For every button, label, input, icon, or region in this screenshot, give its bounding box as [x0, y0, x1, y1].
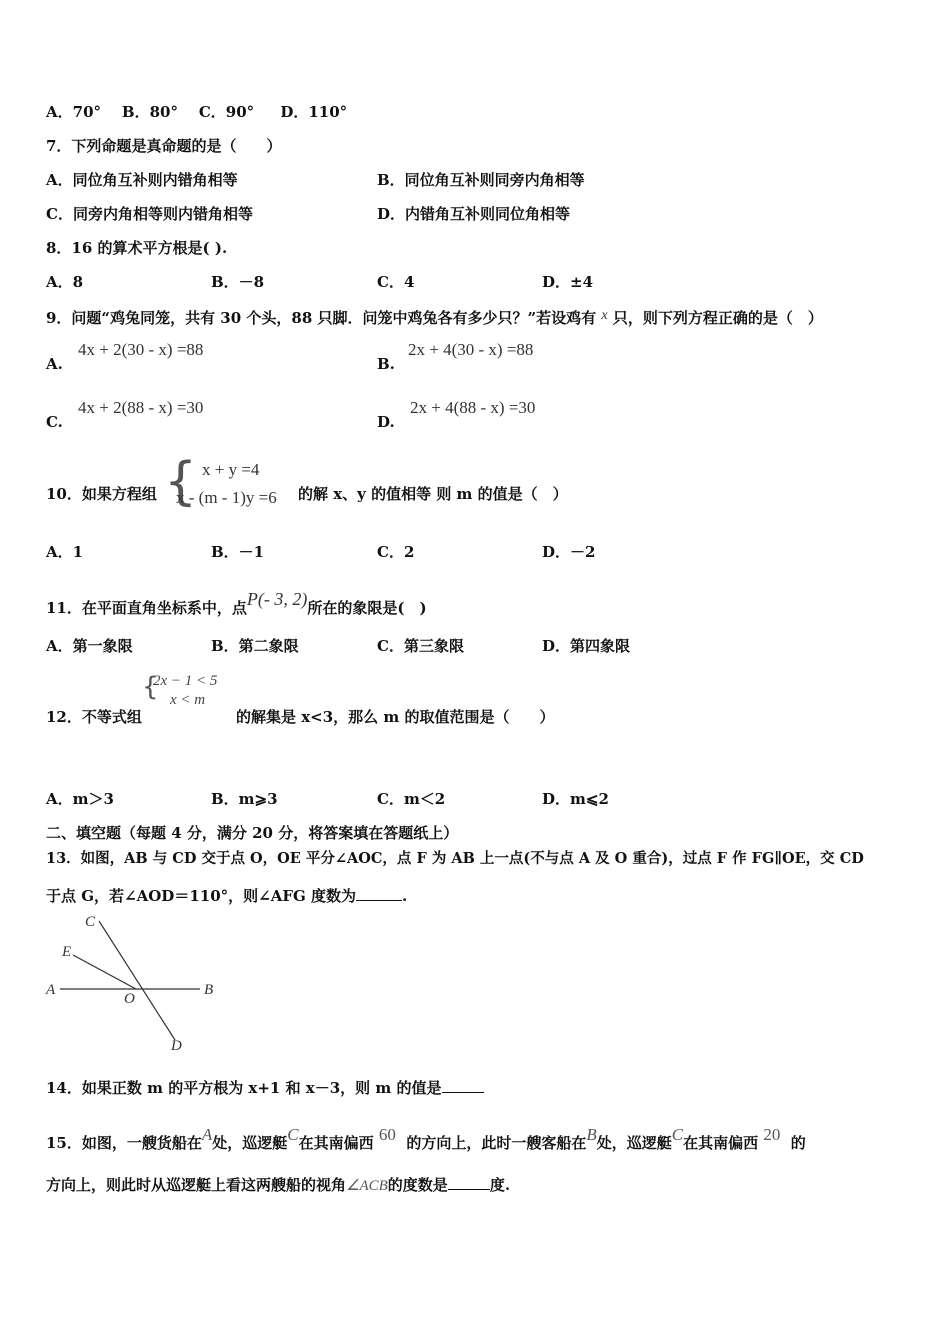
q15-text-4: 的方向上，此时一艘客船在 [406, 1134, 587, 1152]
q13-line2-text: 于点 G，若∠AOD＝110°，则∠AFG 度数为 [46, 887, 357, 905]
q11-option-c: C．第三象限 [377, 637, 464, 655]
q12-inequality-2: x < m [170, 692, 206, 708]
q15-text-5: 处，巡逻艇 [596, 1134, 672, 1152]
label-e: E [62, 944, 72, 960]
q9-stem-part2: 只，则下列方程正确的是（ ） [612, 309, 823, 327]
q15-degree-20: 20 [763, 1125, 781, 1144]
q10-equation-2: x - (m - 1)y =6 [176, 488, 277, 507]
q11-stem-part2: 所在的象限是( ) [307, 599, 427, 617]
q15-line2-text-1: 方向上，则此时从巡逻艇上看这两艘船的视角 [46, 1176, 347, 1194]
q9-label-d: D. [377, 413, 395, 431]
q8-option-c: C．4 [377, 273, 415, 291]
q15-text-1: 15．如图，一艘货船在 [46, 1134, 202, 1152]
q7-option-b: B．同位角互补则同旁内角相等 [377, 171, 585, 189]
q12-option-c: C．m＜2 [377, 790, 446, 808]
q9-label-a: A. [46, 355, 63, 373]
line-cd [99, 921, 175, 1040]
q9-variable: x [601, 308, 608, 323]
q8-stem: 8．16 的算术平方根是( ). [46, 239, 228, 257]
q15-text-2: 处，巡逻艇 [212, 1134, 288, 1152]
q6-option-b: B．80° [121, 103, 178, 121]
q12-stem-part1: 12．不等式组 [46, 708, 142, 726]
q15-text-6: 在其南偏西 [683, 1134, 759, 1152]
q15-line2-text-2: 的度数是 [387, 1176, 448, 1194]
q6-option-d: D．110° [280, 103, 348, 121]
q11-stem [46, 589, 427, 618]
q15-text-3: 在其南偏西 [298, 1134, 374, 1152]
q14 [46, 1078, 484, 1098]
q9-label-c: C. [46, 413, 63, 431]
q6-option-c: C．90° [198, 103, 255, 121]
q7-stem: 7．下列命题是真命题的是（ ） [46, 137, 282, 155]
q10-stem-part1: 10．如果方程组 [46, 485, 157, 503]
q11-option-b: B．第二象限 [211, 637, 299, 655]
q12-option-b: B．m⩾3 [211, 790, 278, 808]
q10-option-c: C．2 [377, 543, 415, 561]
q15-point-a: A [201, 1125, 213, 1144]
q11-stem-part1: 11．在平面直角坐标系中，点 [46, 599, 247, 617]
q15-point-c1: C [287, 1125, 299, 1144]
q14-answer-blank [442, 1078, 484, 1093]
label-o: O [124, 991, 135, 1007]
q9-stem-part1: 9．问题“鸡兔同笼，共有 30 个头，88 只脚．问笼中鸡兔各有多少只？”若设鸡有 [46, 309, 597, 327]
q9-equation-c: 4x + 2(88 - x) =30 [78, 398, 204, 417]
q9-stem [46, 306, 823, 328]
q9-label-b: B. [377, 355, 395, 373]
q7-option-d: D．内错角互补则同位角相等 [377, 205, 571, 223]
q12-inequality-1: 2x − 1 < 5 [153, 673, 218, 689]
q12-option-d: D．m⩽2 [542, 790, 609, 808]
q10-equation-1: x + y =4 [202, 460, 260, 479]
q15-text-7: 的 [790, 1134, 806, 1152]
q11-point: P(- 3, 2) [246, 589, 308, 609]
q15-line2 [46, 1175, 510, 1196]
q10-system-brace: { [164, 452, 198, 512]
q9-equation-d: 2x + 4(88 - x) =30 [410, 398, 536, 417]
q13-answer-blank [356, 886, 402, 901]
q14-text: 14．如果正数 m 的平方根为 x+1 和 x－3，则 m 的值是 [46, 1079, 442, 1097]
q7-option-c: C．同旁内角相等则内错角相等 [46, 205, 253, 223]
label-b: B [204, 982, 214, 998]
q9-equation-a: 4x + 2(30 - x) =88 [78, 340, 204, 359]
q15-line1 [46, 1125, 806, 1153]
q15-line2-text-3: 度. [489, 1176, 511, 1194]
q6-option-a: A．70° [46, 103, 102, 121]
q10-stem-part2: 的解 x、y 的值相等 则 m 的值是（ ） [298, 485, 568, 503]
q12-stem-part2: 的解集是 x<3，那么 m 的取值范围是（ ） [236, 708, 555, 726]
q12-option-a: A．m＞3 [46, 790, 114, 808]
q13-line2-end: . [402, 887, 408, 905]
q13-line1: 13．如图，AB 与 CD 交于点 O，OE 平分∠AOC，点 F 为 AB 上一点(不与点 A 及 O 重合)，过点 F 作 FG∥OE，交 CD [46, 850, 864, 867]
q6-options [46, 102, 347, 122]
q9-equation-b: 2x + 4(30 - x) =88 [408, 340, 534, 359]
q10-option-a: A．1 [46, 543, 84, 561]
q15-angle-acb: ∠ACB [346, 1178, 388, 1194]
label-c: C [85, 914, 96, 930]
ray-oe [73, 955, 136, 989]
q13-figure [40, 910, 230, 1060]
q15-point-b: B [586, 1125, 597, 1144]
q10-option-d: D．－2 [542, 543, 596, 561]
q13-line2 [46, 886, 407, 906]
q10-option-b: B．－1 [211, 543, 265, 561]
q12-system-brace: { [142, 672, 159, 702]
section-2-heading: 二、填空题（每题 4 分，满分 20 分，将答案填在答题纸上） [46, 824, 459, 842]
label-a: A [46, 982, 56, 998]
q8-option-d: D．±4 [542, 273, 594, 291]
q8-option-b: B．－8 [211, 273, 265, 291]
q7-option-a: A．同位角互补则内错角相等 [46, 171, 238, 189]
q15-point-c2: C [671, 1125, 684, 1144]
q8-option-a: A．8 [46, 273, 84, 291]
label-d: D [171, 1038, 182, 1054]
q11-option-d: D．第四象限 [542, 637, 631, 655]
q15-answer-blank [448, 1175, 490, 1190]
q15-degree-60: 60 [378, 1125, 396, 1144]
q11-option-a: A．第一象限 [46, 637, 133, 655]
